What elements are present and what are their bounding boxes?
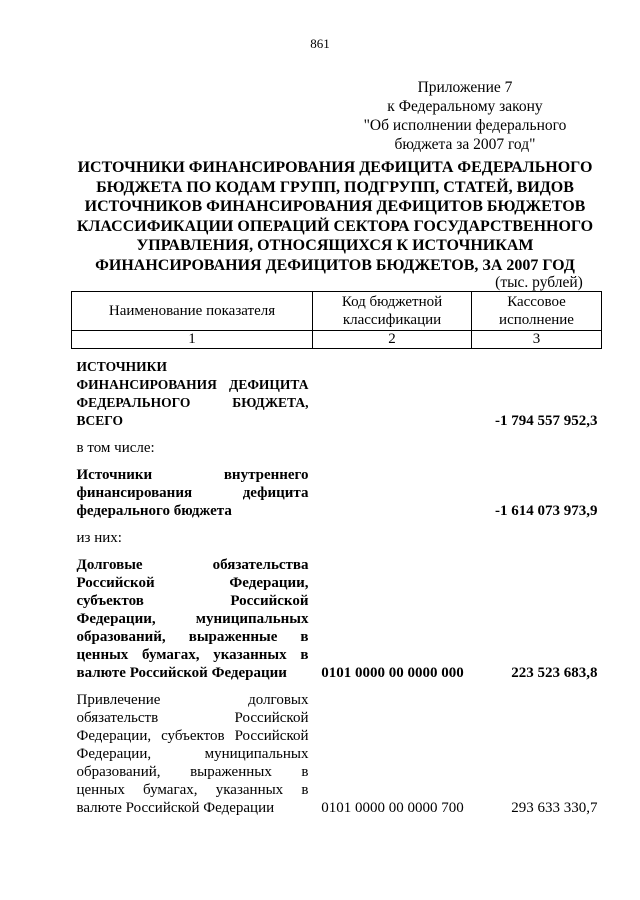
units-note: (тыс. рублей) <box>495 274 583 291</box>
table-row <box>72 457 602 520</box>
appendix-line: "Об исполнении федерального <box>363 117 567 134</box>
table-row <box>72 430 602 457</box>
appendix-line: к Федеральному закону <box>387 98 543 115</box>
row-name: Источники внутреннего финансирования дефицита федерального бюджета <box>76 467 309 519</box>
column-number: 3 <box>472 331 602 349</box>
table-header-row <box>72 292 602 331</box>
row-code: 0101 0000 00 0000 700 <box>321 800 464 816</box>
row-name: ИСТОЧНИКИ ФИНАНСИРОВАНИЯ ДЕФИЦИТА ФЕДЕРАЛЬНОГО БЮДЖЕТА, ВСЕГО <box>76 359 309 428</box>
row-name: Долговые обязательства Российской Федерации, субъектов Российской Федерации, муниципальных образований, выраженные в ценных бумагах, указанных в валюте Российской Федерации <box>76 557 309 681</box>
column-header-code: Код бюджетной классификации <box>313 292 472 331</box>
table-row <box>72 520 602 547</box>
row-amount: -1 614 073 973,9 <box>495 503 598 519</box>
row-name: Привлечение долговых обязательств Российской Федерации, субъектов Российской Федерации, муниципальных образований, выраженных в ценных бумагах, указанных в валюте Российской Федерации <box>76 692 309 816</box>
appendix-line: Приложение 7 <box>417 79 513 96</box>
appendix-reference <box>360 78 570 154</box>
appendix-line: бюджета за 2007 год" <box>394 136 536 153</box>
row-subheading: из них: <box>76 530 122 546</box>
document-title: ИСТОЧНИКИ ФИНАНСИРОВАНИЯ ДЕФИЦИТА ФЕДЕРАЛЬНОГО БЮДЖЕТА ПО КОДАМ ГРУПП, ПОДГРУПП, СТАТЕЙ, ВИДОВ ИСТОЧНИКОВ ФИНАНСИРОВАНИЯ ДЕФИЦИТОВ БЮДЖЕТОВ КЛАССИФИКАЦИИ ОПЕРАЦИЙ СЕКТОРА ГОСУДАРСТВЕННОГО УПРАВЛЕНИЯ, ОТНОСЯЩИХСЯ К ИСТОЧНИКАМ ФИНАНСИРОВАНИЯ ДЕФИЦИТОВ БЮДЖЕТОВ, ЗА 2007 ГОД <box>76 159 594 274</box>
column-header-amount: Кассовое исполнение <box>472 292 602 331</box>
table-row <box>72 682 602 817</box>
row-code: 0101 0000 00 0000 000 <box>321 665 464 681</box>
table-row <box>72 547 602 682</box>
column-header-name: Наименование показателя <box>72 292 313 331</box>
financing-sources-table <box>71 291 602 817</box>
row-amount: 293 633 330,7 <box>511 800 598 816</box>
row-code <box>313 349 472 431</box>
row-subheading: в том числе: <box>76 440 155 456</box>
table-row <box>72 349 602 431</box>
row-amount: 223 523 683,8 <box>511 665 598 681</box>
page-number: 861 <box>310 36 330 51</box>
column-number: 1 <box>72 331 313 349</box>
column-number: 2 <box>313 331 472 349</box>
row-code <box>313 457 472 520</box>
table-column-number-row <box>72 331 602 349</box>
row-amount: -1 794 557 952,3 <box>495 413 598 429</box>
